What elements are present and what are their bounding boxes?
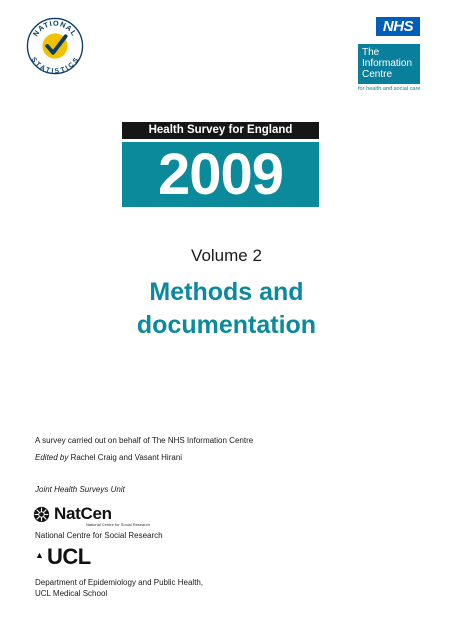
ucl-logo	[35, 546, 135, 572]
ucl-dome-icon: ▲	[35, 550, 44, 560]
natcen-subtitle: National Centre for Social Research	[86, 522, 150, 527]
editors-line	[35, 453, 182, 462]
title-line-2: documentation	[136, 311, 317, 339]
natcen-name: National Centre for Social Research	[35, 531, 163, 540]
ic-line-1: The	[362, 47, 380, 58]
document-title	[0, 276, 453, 342]
information-centre-logo	[358, 44, 420, 84]
edited-by-label: Edited by	[35, 453, 69, 462]
editors-names: Rachel Craig and Vasant Hirani	[68, 453, 183, 462]
ucl-wordmark: UCL	[47, 544, 91, 569]
seal-text-top: NATIONAL	[30, 18, 80, 38]
seal-text-bottom: STATISTICS	[29, 56, 81, 75]
commission-note: A survey carried out on behalf of The NHS Information Centre	[35, 436, 254, 445]
ucl-department-line-2: UCL Medical School	[35, 589, 108, 598]
national-statistics-logo	[26, 17, 84, 75]
volume-label: Volume 2	[191, 246, 262, 265]
survey-series-title: Health Survey for England	[122, 122, 319, 139]
ic-line-2: Information	[362, 58, 413, 69]
natcen-wordmark: NatCen	[54, 504, 112, 523]
ic-tagline: for health and social care	[358, 86, 421, 92]
nhs-logo: NHS	[376, 17, 420, 36]
natcen-logo	[33, 504, 150, 530]
survey-year: 2009	[122, 142, 319, 207]
title-line-1: Methods and	[149, 278, 304, 306]
ucl-department-line-1: Department of Epidemiology and Public Health,	[35, 578, 204, 587]
natcen-sun-icon	[33, 506, 50, 523]
ic-line-3: Centre	[362, 69, 393, 80]
survey-unit: Joint Health Surveys Unit	[35, 485, 125, 494]
